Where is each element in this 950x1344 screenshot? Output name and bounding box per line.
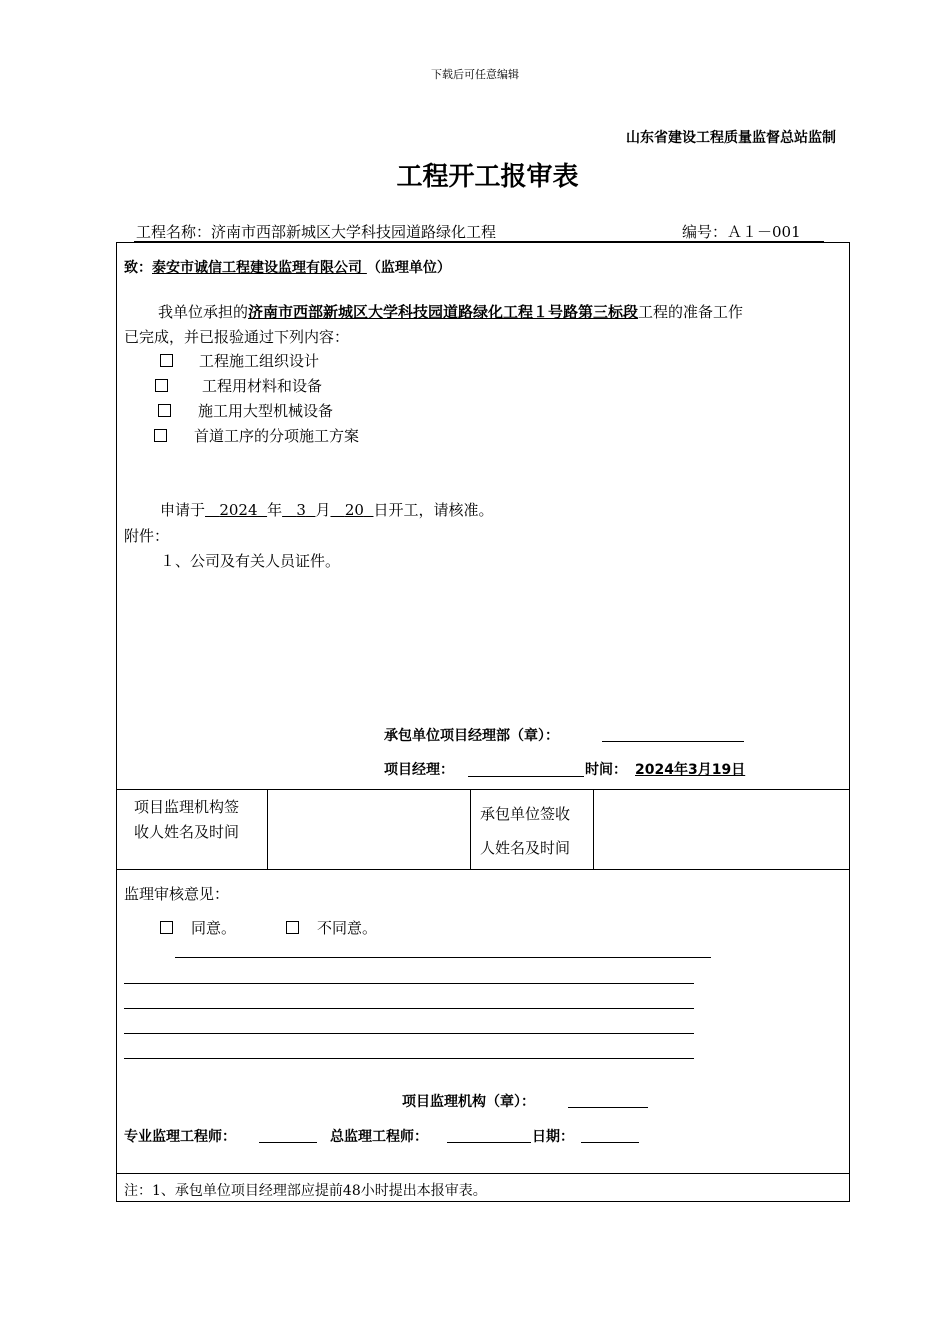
supervision-org-label: 项目监理机构（章）： bbox=[402, 1094, 535, 1110]
attachment-label: 附件： bbox=[124, 527, 170, 545]
checklist-item bbox=[160, 350, 319, 371]
col-divider bbox=[267, 789, 268, 869]
date-label: 日期： bbox=[532, 1129, 574, 1145]
body-suffix: 工程的准备工作 bbox=[638, 303, 744, 321]
agree-option[interactable] bbox=[160, 917, 236, 938]
row-divider bbox=[116, 1173, 849, 1174]
checklist-item bbox=[155, 375, 322, 396]
org-seal-blank[interactable] bbox=[568, 1107, 648, 1108]
month-unit: 月 bbox=[315, 501, 331, 519]
body-prefix: 我单位承担的 bbox=[158, 303, 249, 321]
to-prefix: 致： bbox=[124, 260, 152, 276]
project-name: 工程名称：济南市西部新城区大学科技园道路绿化工程 bbox=[136, 223, 497, 241]
supervisor-receipt-label: 项目监理机构签 bbox=[134, 798, 240, 816]
contractor-receipt-label: 人姓名及时间 bbox=[480, 839, 571, 857]
supervisor-receipt-label: 收人姓名及时间 bbox=[134, 823, 240, 841]
seal-blank[interactable] bbox=[602, 741, 744, 742]
checkbox[interactable] bbox=[154, 429, 167, 442]
chief-engineer-label: 总监理工程师： bbox=[330, 1129, 428, 1145]
agree-label: 同意。 bbox=[191, 919, 237, 937]
col-divider bbox=[593, 789, 594, 869]
attachment-item: １、公司及有关人员证件。 bbox=[160, 552, 341, 570]
body-project: 济南市西部新城区大学科技园道路绿化工程１号路第三标段 bbox=[248, 303, 639, 321]
body-line-1 bbox=[158, 301, 743, 322]
col-divider bbox=[470, 789, 471, 869]
supervisor-company: 泰安市诚信工程建设监理有限公司 bbox=[152, 260, 362, 276]
contractor-dept-label: 承包单位项目经理部（章）： bbox=[384, 728, 559, 744]
body-line-2: 已完成，并已报验通过下列内容： bbox=[124, 328, 350, 346]
contractor-receipt-label: 承包单位签收 bbox=[480, 805, 571, 823]
project-manager-label: 项目经理： bbox=[384, 762, 454, 778]
date-blank[interactable] bbox=[581, 1142, 639, 1143]
form-number: 编号：Ａ１－001 bbox=[682, 223, 801, 241]
checklist-label: 施工用大型机械设备 bbox=[198, 402, 334, 420]
apply-date-line bbox=[160, 499, 493, 520]
checklist-label: 工程用材料和设备 bbox=[202, 377, 323, 395]
apply-year: 2024 bbox=[219, 501, 258, 519]
opinion-line[interactable] bbox=[124, 1058, 694, 1059]
page-title: 工程开工报审表 bbox=[396, 162, 579, 192]
checklist-label: 首道工序的分项施工方案 bbox=[194, 427, 360, 445]
checkbox[interactable] bbox=[286, 921, 299, 934]
apply-month: 3 bbox=[296, 501, 306, 519]
row-divider bbox=[116, 789, 849, 790]
checkbox[interactable] bbox=[158, 404, 171, 417]
checkbox[interactable] bbox=[160, 354, 173, 367]
review-label: 监理审核意见： bbox=[124, 885, 230, 903]
disagree-label: 不同意。 bbox=[317, 919, 378, 937]
checkbox[interactable] bbox=[155, 379, 168, 392]
opinion-line[interactable] bbox=[124, 983, 694, 984]
manager-signature-blank[interactable] bbox=[468, 776, 584, 777]
checklist-item bbox=[154, 425, 359, 446]
opinion-line[interactable] bbox=[124, 1033, 694, 1034]
header-note: 下载后可任意编辑 bbox=[431, 68, 519, 81]
apply-prefix: 申请于 bbox=[160, 501, 206, 519]
row-divider bbox=[116, 869, 849, 870]
time-value: 2024年3月19日 bbox=[635, 762, 746, 778]
checklist-label: 工程施工组织设计 bbox=[199, 352, 320, 370]
year-unit: 年 bbox=[267, 501, 283, 519]
disagree-option[interactable] bbox=[286, 917, 377, 938]
opinion-line[interactable] bbox=[124, 1008, 694, 1009]
chief-engineer-blank[interactable] bbox=[447, 1142, 531, 1143]
opinion-line[interactable] bbox=[175, 957, 711, 958]
to-suffix: （监理单位） bbox=[366, 260, 451, 276]
checklist-item bbox=[158, 400, 333, 421]
spec-engineer-blank[interactable] bbox=[259, 1142, 317, 1143]
issuing-org: 山东省建设工程质量监督总站监制 bbox=[626, 130, 836, 146]
time-label: 时间： bbox=[585, 762, 627, 778]
footnote: 注：1、承包单位项目经理部应提前48小时提出本报审表。 bbox=[124, 1183, 487, 1199]
apply-suffix: 日开工，请核准。 bbox=[373, 501, 494, 519]
apply-day: 20 bbox=[344, 501, 364, 519]
addressee bbox=[124, 257, 451, 277]
checkbox[interactable] bbox=[160, 921, 173, 934]
spec-engineer-label: 专业监理工程师： bbox=[124, 1129, 236, 1145]
